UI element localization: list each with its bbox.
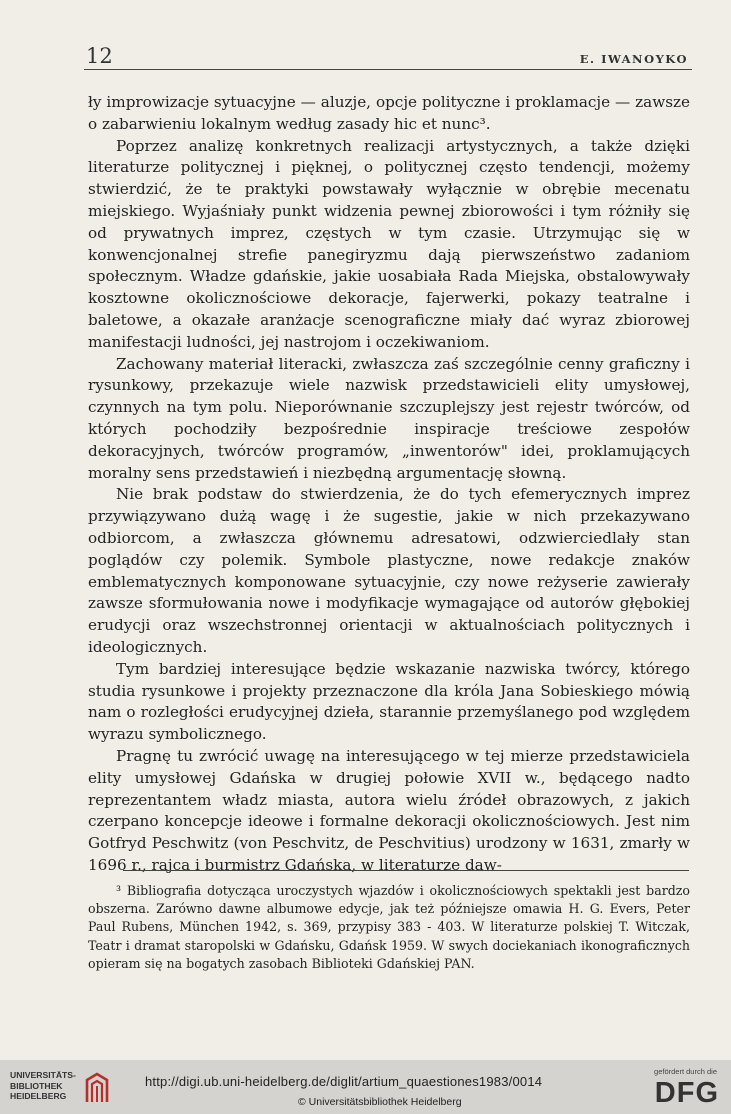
library-mark-icon xyxy=(84,1072,110,1106)
header-rule xyxy=(84,69,692,70)
paragraph: Zachowany materiał literacki, zwłaszcza zaś szczególnie cenny graficzny i rysunkowy, przekazuje wiele nazwisk przedstawicieli elity umysłowej, czynnych na tym polu. Nieporównanie szczuplejszy jest rejestr twórców, od których pochodziły bezpośrednie inspiracje treściowe zespołów dekoracyjnych, twórców programów, „inwentorów" idei, proklamujących moralny sens przedstawień i niezbędną argumentację słowną. xyxy=(88,354,690,482)
university-library-logo[interactable] xyxy=(10,1070,110,1106)
document-url-link[interactable]: http://digi.ub.uni-heidelberg.de/diglit/artium_quaestiones1983/0014 xyxy=(145,1074,543,1089)
sponsor-caption: gefördert durch die xyxy=(654,1067,717,1076)
footnote: ³ Bibliografia dotycząca uroczystych wjazdów i okolicznościowych spektakli jest bardzo obszerna. Zarówno dawne albumowe edycje, jak też późniejsze omawia H. G. Evers, Peter Paul Rubens, München 1942, s. 369, przypisy 383 - 403. W literaturze polskiej T. Witczak, Teatr i dramat staropolski w Gdańsku, Gdańsk 1959. W swych dociekaniach ikonograficznych opieram się na bogatych zasobach Biblioteki Gdańskiej PAN. xyxy=(88,883,690,971)
body-text xyxy=(88,92,690,877)
paragraph: Tym bardziej interesujące będzie wskazanie nazwiska twórcy, którego studia rysunkowe i projekty przeznaczone dla króla Jana Sobieskiego mówią nam o rozległości erudycyjnej dzieła, starannie przemyślanego pod względem wyrazu symbolicznego. xyxy=(88,659,690,744)
copyright-notice: © Universitätsbibliothek Heidelberg xyxy=(298,1096,462,1108)
footnote-rule xyxy=(123,870,689,871)
dfg-logo[interactable]: DFG xyxy=(654,1077,719,1109)
viewer-footer xyxy=(0,1060,731,1114)
institution-name: UNIVERSITÄTS- BIBLIOTHEK HEIDELBERG xyxy=(10,1070,76,1101)
running-head: E. IWANOYKO xyxy=(579,52,688,66)
paragraph: Poprzez analizę konkretnych realizacji artystycznych, a także dzięki literaturze politycznej i pięknej, o politycznej często tendencji, możemy stwierdzić, że te praktyki powstawały wyłącznie w obrębie mecenatu miejskiego. Wyjaśniały punkt widzenia pewnej zbiorowości i tym różniły się od prywatnych imprez, częstych w tym czasie. Utrzymując się w konwencjonalnej strefie panegiryzmu dają pierwszeństwo zadaniom społecznym. Władze gdańskie, jakie uosabiała Rada Miejska, obstalowywały kosztowne okolicznościowe dekoracje, fajerwerki, pokazy teatralne i baletowe, a okazałe aranżacje scenograficzne miały dać wyraz zbiorowej manifestacji ludności, jej nastrojom i oczekiwaniom. xyxy=(88,136,690,351)
page-number: 12 xyxy=(86,44,113,68)
paragraph: Pragnę tu zwrócić uwagę na interesującego w tej mierze przedstawiciela elity umysłowej Gdańska w drugiej połowie XVII w., będącego nadto reprezentantem władz miasta, autora wielu źródeł obrazowych, z jakich czerpano koncepcje ideowe i formalne dekoracji okolicznościowych. Jest nim Gotfryd Peschwitz (von Peschvitz, de Peschvitius) urodzony w 1631, zmarły w 1696 r., rajca i burmistrz Gdańska, w literaturze daw- xyxy=(88,746,690,874)
paragraph: ły improwizacje sytuacyjne — aluzje, opcje polityczne i proklamacje — zawsze o zabarwieniu lokalnym według zasady hic et nunc³. xyxy=(88,93,690,133)
paragraph: Nie brak podstaw do stwierdzenia, że do tych efemerycznych imprez przywiązywano dużą wagę i że sugestie, jakie w nich przekazywano odbiorcom, a zwłaszcza głównemu adresatowi, odzwierciedlały stan poglądów czy polemik. Symbole plastyczne, nowe redakcje znaków emblematycznych komponowane sytuacyjnie, czy nowe reżyserie zawierały zawsze sformułowania nowe i modyfikacje wymagające od autorów głębokiej erudycji oraz wszechstronnej orientacji w aktualnościach politycznych i ideologicznych. xyxy=(88,485,690,656)
page-header xyxy=(84,44,690,70)
footnotes xyxy=(88,882,690,973)
